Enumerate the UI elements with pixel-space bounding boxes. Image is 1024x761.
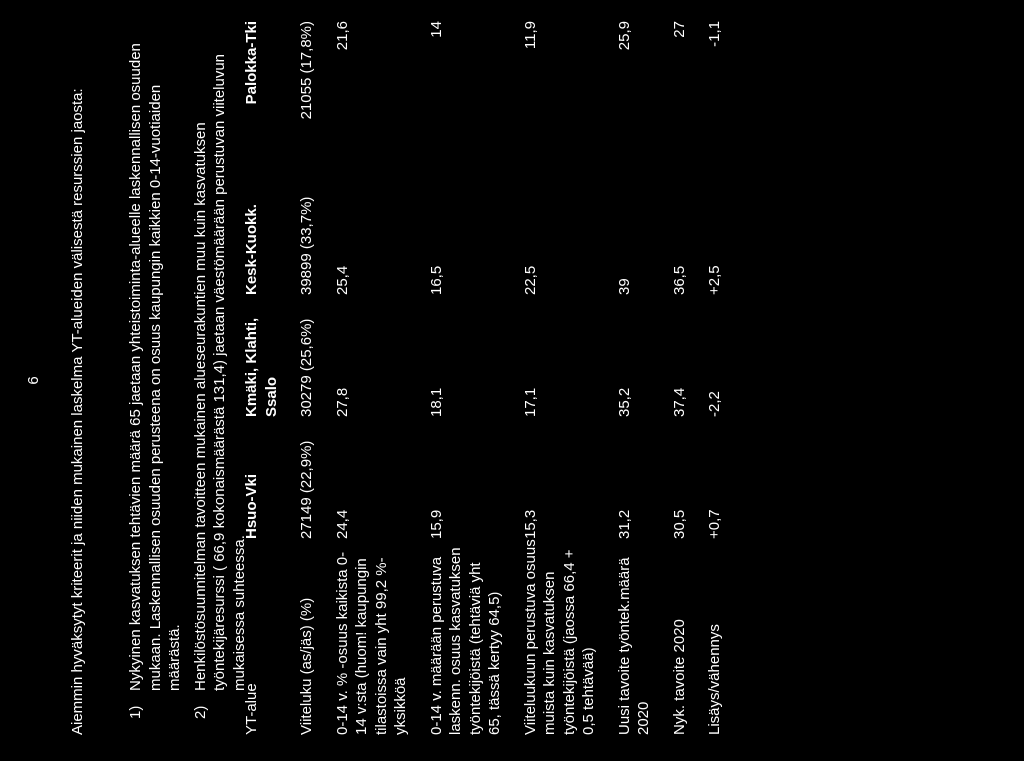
cell-value: 35,2 — [615, 387, 633, 417]
cell-value: 30,5 — [670, 509, 688, 539]
criteria-number: 1) — [127, 705, 144, 719]
header-palokka-tki: Palokka-Tki — [243, 21, 260, 105]
row-label: 0-14 v. määrään perustuva laskenn. osuus kasvatuksen työntekijöistä (tehtäviä yht 65, tässä kertyy 64,5) — [427, 547, 503, 735]
cell-value: 39899 (33,7%) — [298, 196, 315, 295]
header-kesk-kuokk: Kesk-Kuokk. — [243, 204, 260, 295]
table-header-row — [242, 21, 297, 735]
page-number: 6 — [25, 376, 42, 385]
cell-value: 17,1 — [521, 387, 539, 417]
table-row — [297, 21, 333, 735]
table-row — [521, 21, 615, 735]
cell-value: 16,5 — [427, 265, 445, 295]
cell-value: 37,4 — [670, 387, 688, 417]
cell-value: 21,6 — [333, 21, 351, 51]
row-label: Nyk. tavoite 2020 — [670, 619, 688, 735]
row-label: 0-14 v. % -osuus kaikista 0-14 v:sta (huom! kaupungin tilastoissa vain yht 99,2 %-yksikköä — [333, 551, 409, 735]
cell-value: +2,5 — [706, 265, 723, 295]
row-label: Uusi tavoite työntek.määrä 2020 — [615, 557, 652, 735]
cell-value: +0,7 — [706, 509, 723, 539]
table-row — [427, 21, 521, 735]
cell-value: 27,8 — [333, 387, 351, 417]
cell-value: -1,1 — [706, 21, 723, 47]
row-label: Viiteluukuun perustuva osuus muista kuin kasvatuksen työntekijöistä (jaossa 66,4 + 0,5 tehtävää) — [521, 539, 597, 735]
cell-value: 39 — [615, 278, 633, 295]
intro-paragraph: Aiemmin hyväksytyt kriteerit ja niiden mukainen laskelma YT-alueiden välisestä resurssien jaosta: — [69, 88, 86, 735]
cell-value: 14 — [427, 21, 445, 38]
cell-value: -2,2 — [706, 391, 723, 417]
cell-value: 21055 (17,8%) — [298, 21, 315, 120]
resource-allocation-table — [242, 21, 741, 735]
cell-value: 31,2 — [615, 509, 633, 539]
criteria-text: Nykyinen kasvatuksen tehtävien määrä 65 jaetaan yhteistoiminta-alueelle laskennallisen osuuden mukaan. Laskennallisen osuuden perusteena on osuus kaupungin kaikkien 0-14-vuotiaiden määrästä. — [127, 43, 183, 691]
criteria-text: Henkilöstösuunnitelman tavoitteen mukainen alueseurakuntien muu kuin kasvatuksen työntekijäresurssi ( 66,9 kokonaismäärästä 131,4) jaetaan väestömäärään perustuvan viiteluvun mukaisessa suhteessa. — [191, 53, 248, 691]
cell-value: 24,4 — [333, 509, 351, 539]
cell-value: 36,5 — [670, 265, 688, 295]
table-row — [615, 21, 670, 735]
cell-value: 18,1 — [427, 387, 445, 417]
cell-value: 27149 (22,9%) — [298, 440, 315, 539]
row-label: Viiteluku (as/jäs) (%) — [298, 597, 315, 735]
cell-value: 27 — [670, 21, 688, 38]
header-yt-alue: YT-alue — [243, 683, 260, 735]
table-row — [670, 21, 706, 735]
criteria-number: 2) — [191, 705, 209, 719]
criteria-item — [126, 15, 185, 735]
header-hsuo-vki: Hsuo-Vki — [243, 473, 260, 539]
table-row — [333, 21, 427, 735]
criteria-list — [126, 15, 255, 735]
header-kmaki-klahti-ssalo: Kmäki, Klahti, Ssalo — [243, 317, 280, 417]
cell-value: 15,9 — [427, 509, 445, 539]
cell-value: 25,4 — [333, 265, 351, 295]
cell-value: 30279 (25,6%) — [298, 318, 315, 417]
table-row — [705, 21, 741, 735]
cell-value: 15,3 — [521, 509, 539, 539]
cell-value: 11,9 — [521, 21, 539, 50]
row-label: Lisäys/vähennys — [706, 624, 723, 735]
criteria-item — [191, 15, 250, 735]
cell-value: 25,9 — [615, 21, 633, 51]
cell-value: 22,5 — [521, 265, 539, 295]
